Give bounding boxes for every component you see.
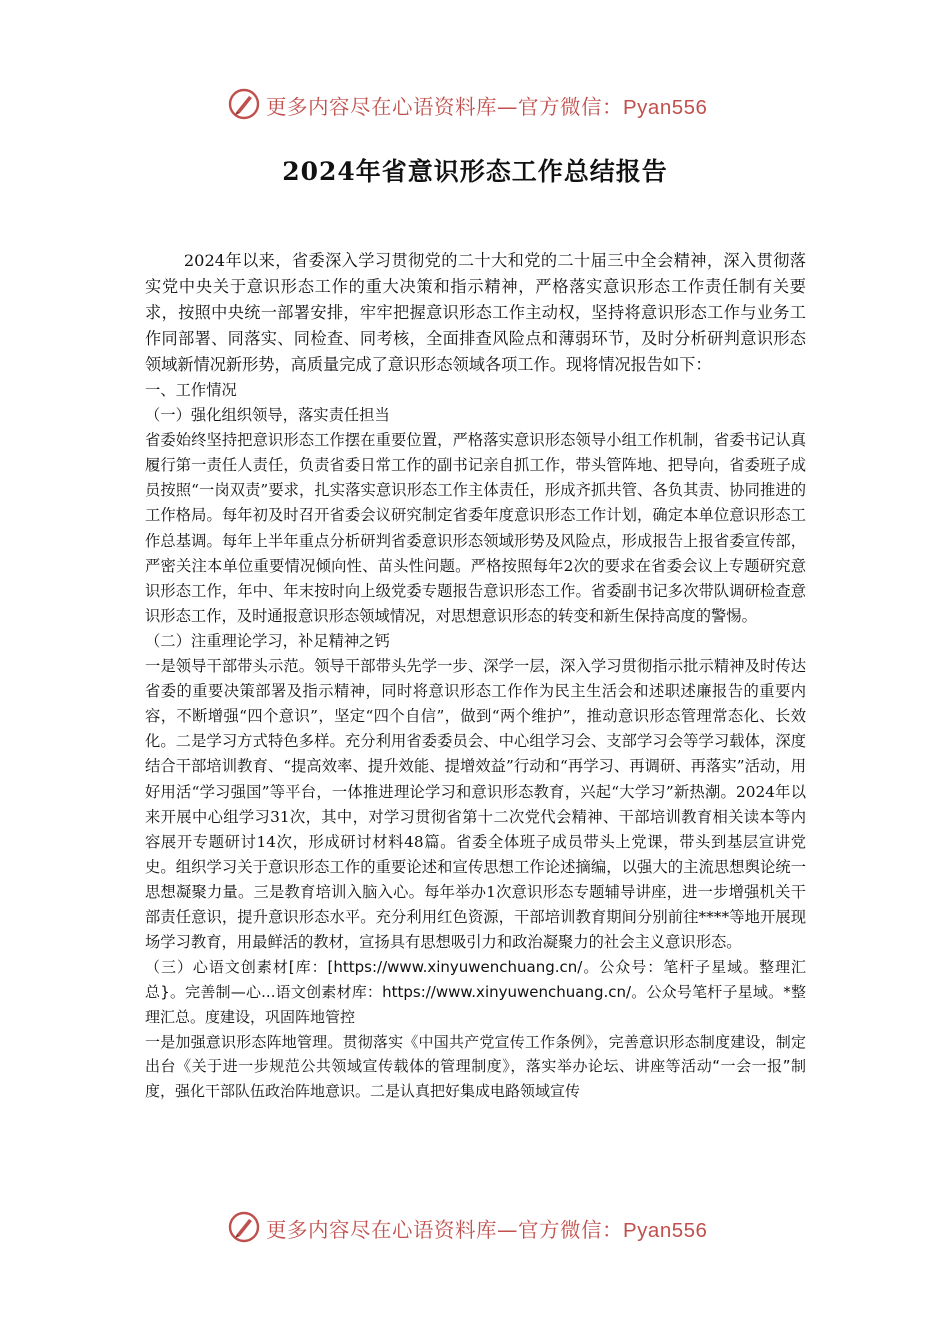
document-body	[145, 248, 806, 1104]
subsection-body-1: 省委始终坚持把意识形态工作摆在重要位置，严格落实意识形态领导小组工作机制，省委书记认真履行第一责任人责任，负责省委日常工作的副书记亲自抓工作，带头管阵地、把导向，省委班子成员按照“一岗双责”要求，扎实落实意识形态工作主体责任，形成齐抓共管、各负其责、协同推进的工作格局。每年初及时召开省委会议研究制定省委年度意识形态工作计划，确定本单位意识形态工作总基调。每年上半年重点分析研判省委意识形态领域形势及风险点，形成报告上报省委宣传部，严密关注本单位重要情况倾向性、苗头性问题。严格按照每年2次的要求在省委会议上专题研究意识形态工作，年中、年末按时向上级党委专题报告意识形态工作。省委副书记多次带队调研检查意识形态工作，及时通报意识形态领域情况，对思想意识形态的转变和新生保持高度的警惕。	[145, 431, 806, 625]
intro-paragraph: 2024年以来，省委深入学习贯彻党的二十大和党的二十届三中全会精神，深入贯彻落实党中央关于意识形态工作的重大决策和指示精神，严格落实意识形态工作责任制有关要求，按照中央统一部署安排，牢牢把握意识形态工作主动权，坚持将意识形态工作与业务工作同部署、同落实、同检查、同考核，全面排查风险点和薄弱环节，及时分析研判意识形态领域新情况新形势，高质量完成了意识形态领域各项工作。现将情况报告如下：	[145, 251, 806, 374]
subsection-heading-1: （一）强化组织领导，落实责任担当	[145, 406, 390, 425]
pen-logo-icon	[228, 1211, 260, 1243]
watermark-text: 更多内容尽在心语资料库—官方微信：Pyan556	[266, 1218, 708, 1242]
subsection-heading-2: （二）注重理论学习，补足精神之钙	[145, 631, 390, 650]
section-heading-1: 一、工作情况	[145, 381, 237, 399]
subsection-body-2: 一是领导干部带头示范。领导干部带头先学一步、深学一层，深入学习贯彻指示批示精神及时传达省委的重要决策部署及指示精神，同时将意识形态工作作为民主生活会和述职述廉报告的重要内容，不断增强“四个意识”，坚定“四个自信”，做到“两个维护”，推动意识形态管理常态化、长效化。二是学习方式特色多样。充分利用省委委员会、中心组学习会、支部学习会等学习载体，深度结合干部培训教育、“提高效率、提升效能、提增效益”行动和“再学习、再调研、再落实”活动，用好用活“学习强国”等平台，一体推进理论学习和意识形态教育，兴起“大学习”新热潮。2024年以来开展中心组学习31次，其中，对学习贯彻省第十二次党代会精神、干部培训教育相关读本等内容展开专题研讨14次，形成研讨材料48篇。省委全体班子成员带头上党课，带头到基层宣讲党史。组织学习关于意识形态工作的重要论述和宣传思想工作论述摘编，以强大的主流思想舆论统一思想凝聚力量。三是教育培训入脑入心。每年举办1次意识形态专题辅导讲座，进一步增强机关干部责任意识，提升意识形态水平。充分利用红色资源，干部培训教育期间分别前往****等地开展现场学习教育，用最鲜活的教材，宣扬具有思想吸引力和政治凝聚力的社会主义意识形态。	[145, 657, 806, 952]
wechat-id: Pyan556	[623, 96, 708, 119]
pen-logo-icon	[228, 88, 260, 120]
subsection-body-3: 一是加强意识形态阵地管理。贯彻落实《中国共产党宣传工作条例》，完善意识形态制度建设，制定出台《关于进一步规范公共领域宣传载体的管理制度》，落实举办论坛、讲座等活动“一会一报”制度，强化干部队伍政治阵地意识。二是认真把好集成电路领域宣传	[145, 1032, 806, 1101]
document-title: 2024年省意识形态工作总结报告	[282, 157, 668, 186]
watermark-banner-bottom	[0, 1207, 950, 1247]
wechat-id: Pyan556	[623, 1219, 708, 1242]
watermark-banner-top	[0, 84, 950, 124]
watermark-text: 更多内容尽在心语资料库—官方微信：Pyan556	[266, 95, 708, 119]
subsection-heading-3: （三）心语文创素材[库：[https://www.xinyuwenchuang.cn/。公众号：笔杆子星域。整理汇总}。完善制—心...语文创素材库：https://www.xinyuwenchuang.cn/。公众号笔杆子星域。*整理汇总。度建设，巩固阵地管控	[145, 958, 806, 1026]
